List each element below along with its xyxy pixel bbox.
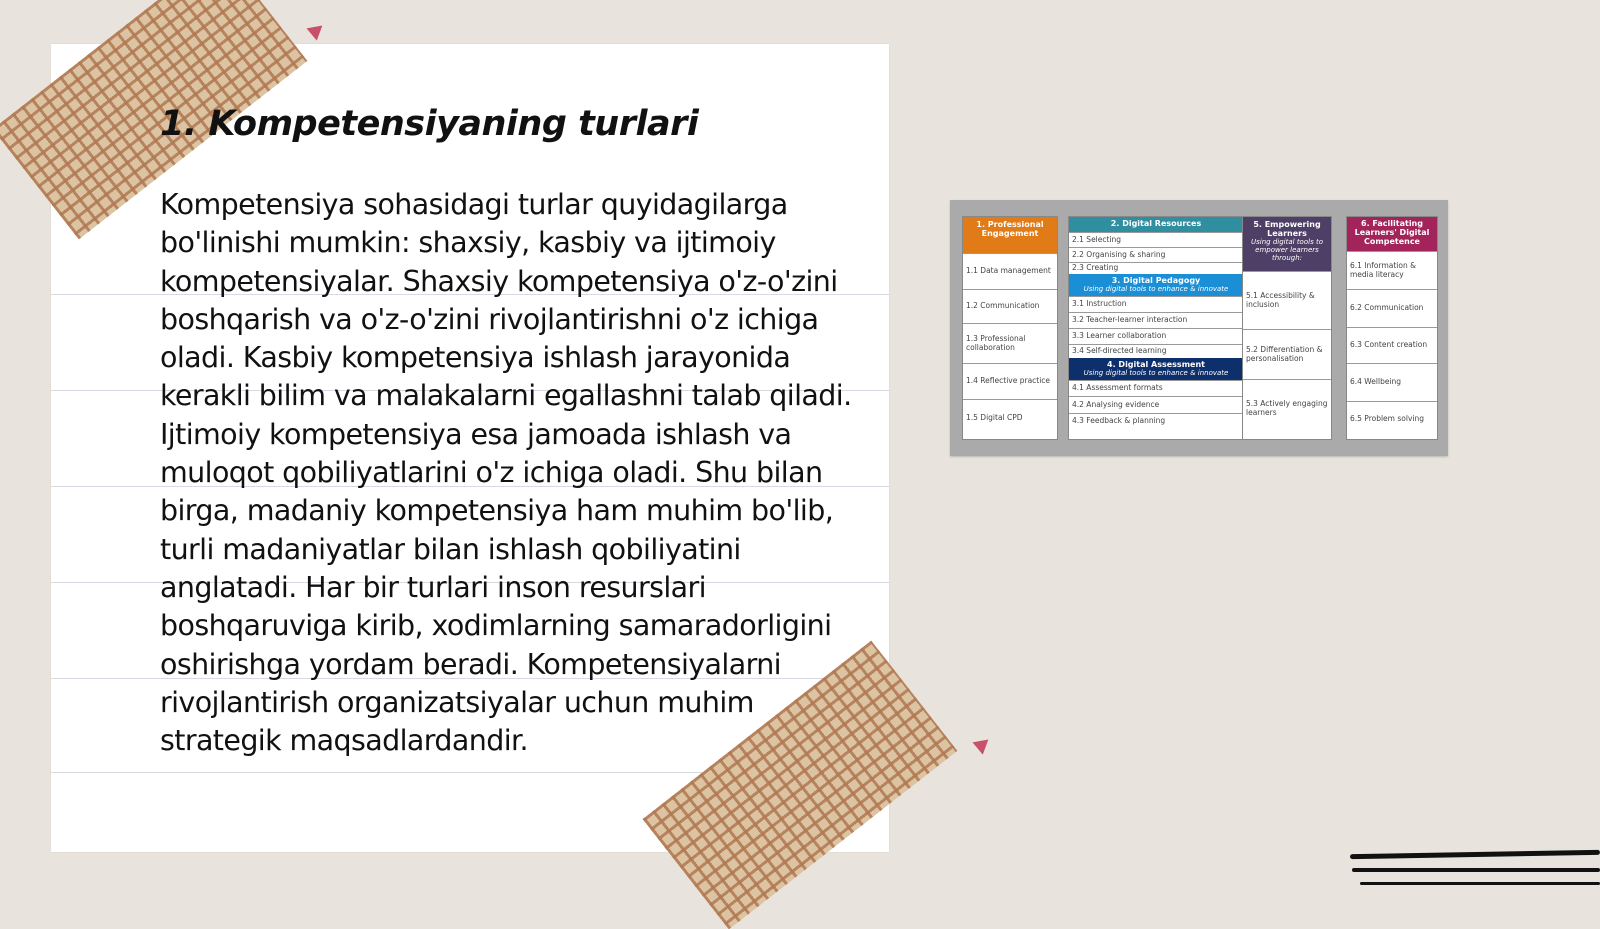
framework-item: 4.1 Assessment formats bbox=[1069, 380, 1243, 396]
framework-column-digital-resources bbox=[1068, 216, 1244, 440]
decorative-stroke bbox=[1352, 868, 1600, 872]
framework-item: 6.1 Information & media literacy bbox=[1347, 251, 1437, 289]
framework-column-empowering-learners bbox=[1242, 216, 1332, 440]
framework-item: 2.3 Creating bbox=[1069, 262, 1243, 274]
framework-assessment-title: 4. Digital Assessment bbox=[1107, 360, 1205, 369]
framework-pedagogy-title: 3. Digital Pedagogy bbox=[1111, 276, 1201, 285]
framework-column-header: 1. Professional Engagement bbox=[963, 217, 1057, 253]
framework-pedagogy-header bbox=[1069, 274, 1243, 296]
digcompedu-framework-image bbox=[950, 200, 1448, 456]
framework-column-header bbox=[1243, 217, 1331, 271]
framework-item: 4.2 Analysing evidence bbox=[1069, 396, 1243, 413]
framework-item: 1.3 Professional collaboration bbox=[963, 323, 1057, 363]
slide-body-text: Kompetensiya sohasidagi turlar quyidagilarga bo'linishi mumkin: shaxsiy, kasbiy va ijtimoiy kompetensiyalar. Shaxsiy kompetensiya o'z-o'zini boshqarish va o'z-o'zini rivojlantirishni o'z ichiga oladi. Kasbiy kompetensiya ishlash jarayonida kerakli bilim va malakalarni egallashni talab qiladi. Ijtimoiy kompetensiya esa jamoada ishlash va muloqot qobiliyatlarini o'z ichiga oladi. Shu bilan birga, madaniy kompetensiya ham muhim bo'lib, turli madaniyatlar bilan ishlash qobiliyatini anglatadi. Har bir turlari inson resurslari boshqaruviga kirib, xodimlarning samaradorligini oshirishga yordam beradi. Kompetensiyalarni rivojlantirish organizatsiyalar uchun muhim strategik maqsadlardandir. bbox=[160, 188, 852, 758]
framework-item: 4.3 Feedback & planning bbox=[1069, 413, 1243, 429]
framework-item: 3.2 Teacher-learner interaction bbox=[1069, 312, 1243, 328]
framework-item: 6.2 Communication bbox=[1347, 289, 1437, 327]
framework-item: 6.3 Content creation bbox=[1347, 327, 1437, 363]
framework-item: 5.2 Differentiation & personalisation bbox=[1243, 329, 1331, 379]
framework-item: 3.3 Learner collaboration bbox=[1069, 328, 1243, 344]
framework-item: 6.5 Problem solving bbox=[1347, 401, 1437, 437]
slide-title: 1. Kompetensiyaning turlari bbox=[160, 104, 699, 144]
framework-item: 3.1 Instruction bbox=[1069, 296, 1243, 312]
framework-item: 1.1 Data management bbox=[963, 253, 1057, 289]
framework-item: 1.4 Reflective practice bbox=[963, 363, 1057, 399]
framework-assessment-subtitle: Using digital tools to enhance & innovate bbox=[1083, 369, 1229, 377]
framework-column-header: 6. Facilitating Learners' Digital Competence bbox=[1347, 217, 1437, 251]
framework-item: 5.3 Actively engaging learners bbox=[1243, 379, 1331, 437]
framework-item: 5.1 Accessibility & inclusion bbox=[1243, 271, 1331, 329]
framework-column-facilitating-learners bbox=[1346, 216, 1438, 440]
framework-pedagogy-subtitle: Using digital tools to enhance & innovate bbox=[1083, 285, 1229, 293]
decorative-stroke bbox=[1350, 850, 1600, 859]
framework-item: 3.4 Self-directed learning bbox=[1069, 344, 1243, 358]
framework-column-professional-engagement bbox=[962, 216, 1058, 440]
decorative-stroke bbox=[1360, 882, 1600, 885]
framework-item: 2.1 Selecting bbox=[1069, 232, 1243, 247]
framework-item: 1.2 Communication bbox=[963, 289, 1057, 323]
framework-column-header: 2. Digital Resources bbox=[1069, 217, 1243, 232]
tape-tip-bottom bbox=[972, 733, 993, 754]
framework-item: 1.5 Digital CPD bbox=[963, 399, 1057, 437]
framework-empowering-title: 5. Empowering Learners bbox=[1253, 220, 1321, 238]
framework-empowering-subtitle: Using digital tools to empower learners through: bbox=[1251, 238, 1323, 262]
framework-assessment-header bbox=[1069, 358, 1243, 380]
tape-tip-top bbox=[306, 19, 327, 40]
framework-item: 2.2 Organising & sharing bbox=[1069, 247, 1243, 262]
framework-item: 6.4 Wellbeing bbox=[1347, 363, 1437, 401]
